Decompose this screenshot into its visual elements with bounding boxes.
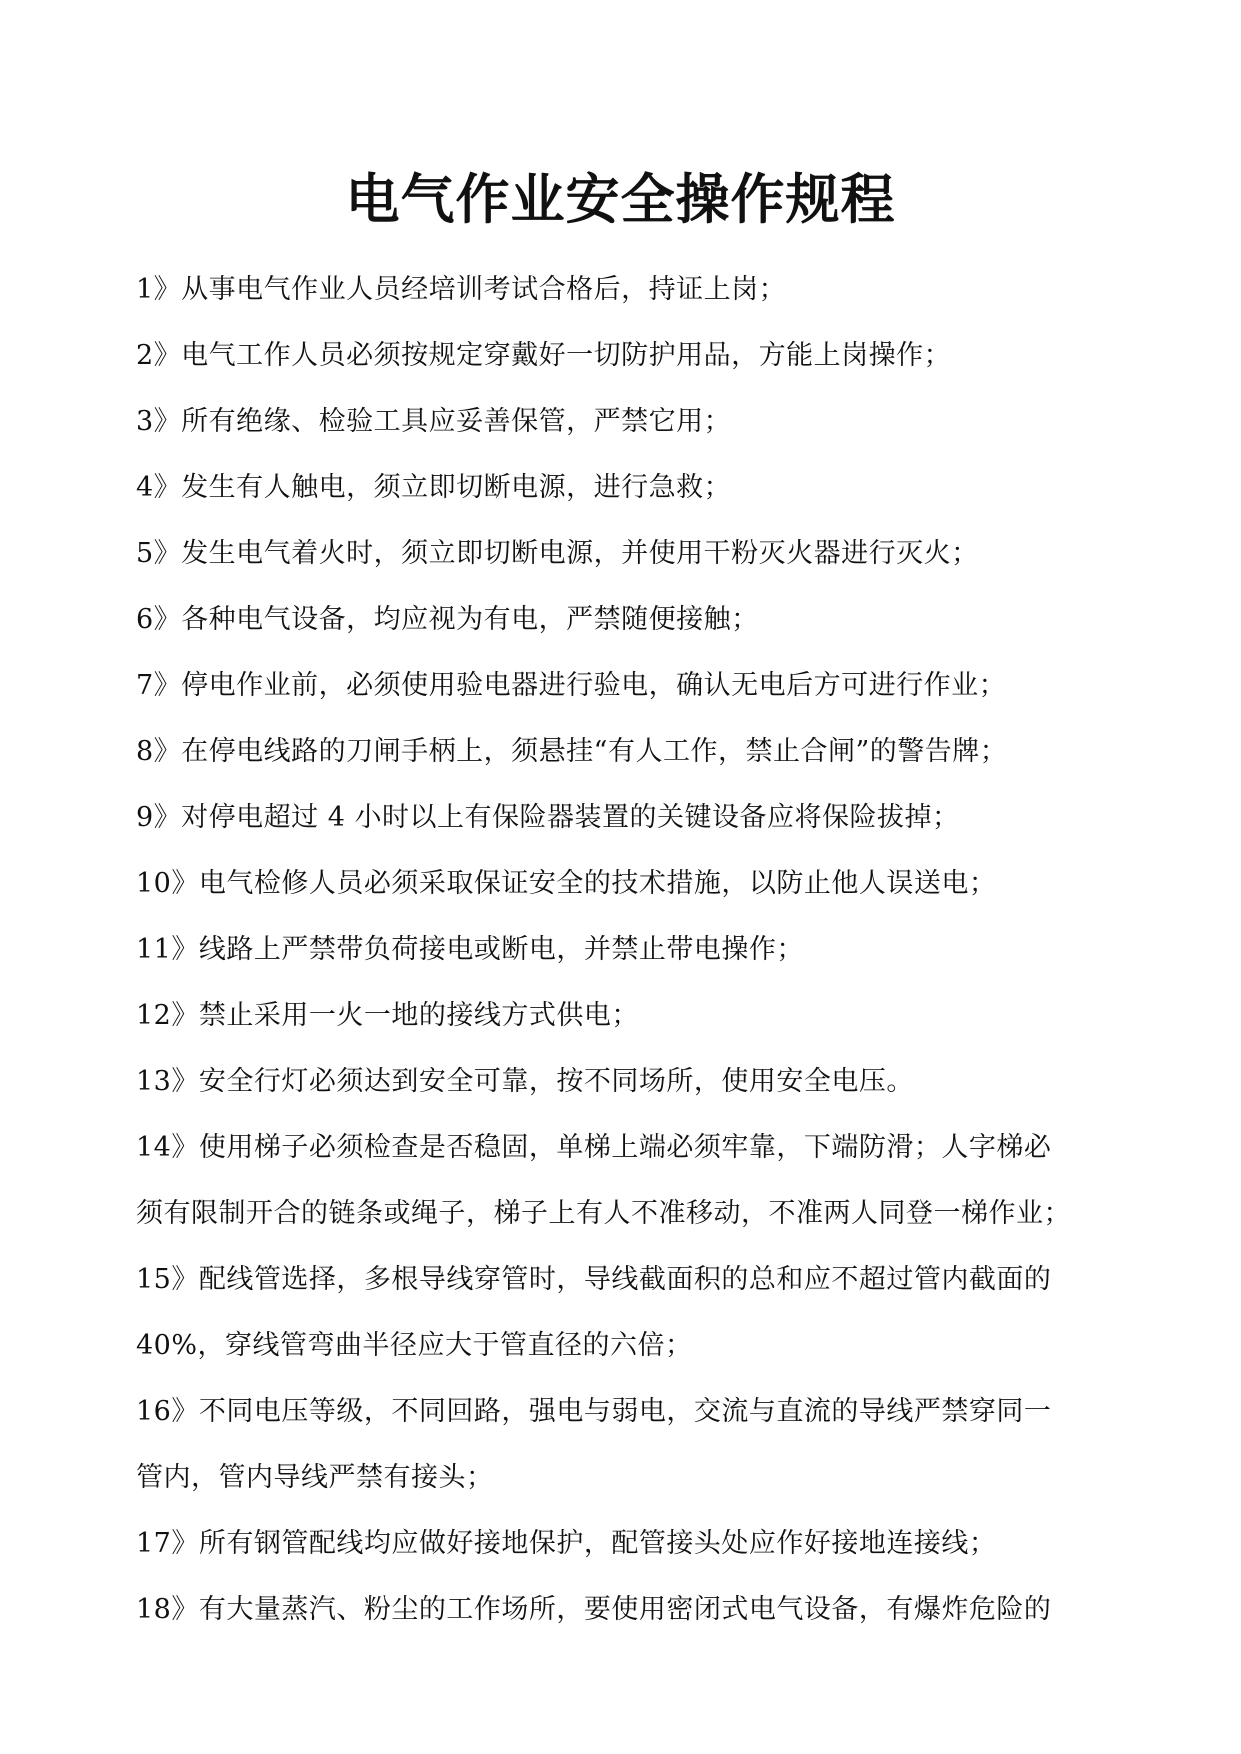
rule-line: 9》对停电超过 4 小时以上有保险器装置的关键设备应将保险拔掉； [136, 802, 960, 833]
rule-line: 2》电气工作人员必须按规定穿戴好一切防护用品，方能上岗操作； [136, 340, 952, 371]
rule-line: 6》各种电气设备，均应视为有电，严禁随便接触； [136, 604, 759, 635]
rule-line: 40%，穿线管弯曲半径应大于管直径的六倍； [136, 1330, 693, 1361]
document-title: 电气作业安全操作规程 [345, 168, 896, 231]
rule-line: 3》所有绝缘、检验工具应妥善保管，严禁它用； [136, 406, 732, 437]
rule-line: 1》从事电气作业人员经培训考试合格后，持证上岗； [136, 274, 787, 305]
rule-line: 13》安全行灯必须达到安全可靠，按不同场所，使用安全电压。 [136, 1066, 914, 1097]
rule-line: 10》电气检修人员必须采取保证安全的技术措施，以防止他人误送电； [136, 868, 997, 899]
rule-line: 17》所有钢管配线均应做好接地保护，配管接头处应作好接地连接线； [136, 1528, 997, 1559]
rule-line: 14》使用梯子必须检查是否稳固，单梯上端必须牢靠，下端防滑；人字梯必 [136, 1132, 1052, 1163]
rule-line: 7》停电作业前，必须使用验电器进行验电，确认无电后方可进行作业； [136, 670, 1007, 701]
rule-line: 12》禁止采用一火一地的接线方式供电； [136, 1000, 639, 1031]
rule-line: 管内，管内导线严禁有接头； [136, 1462, 494, 1493]
rule-line: 11》线路上严禁带负荷接电或断电，并禁止带电操作； [136, 934, 804, 965]
rule-line: 须有限制开合的链条或绳子，梯子上有人不准移动，不准两人同登一梯作业； [136, 1198, 1071, 1229]
rules-list [136, 257, 1116, 1643]
rule-line: 15》配线管选择，多根导线穿管时，导线截面积的总和应不超过管内截面的 [136, 1264, 1052, 1295]
rule-line: 16》不同电压等级，不同回路，强电与弱电，交流与直流的导线严禁穿同一 [136, 1396, 1052, 1427]
rule-line: 4》发生有人触电，须立即切断电源，进行急救； [136, 472, 732, 503]
rule-line: 5》发生电气着火时，须立即切断电源，并使用干粉灭火器进行灭火； [136, 538, 979, 569]
rule-line: 8》在停电线路的刀闸手柄上，须悬挂“有人工作，禁止合闸”的警告牌； [136, 736, 1008, 767]
rule-line: 18》有大量蒸汽、粉尘的工作场所，要使用密闭式电气设备，有爆炸危险的 [136, 1594, 1052, 1625]
